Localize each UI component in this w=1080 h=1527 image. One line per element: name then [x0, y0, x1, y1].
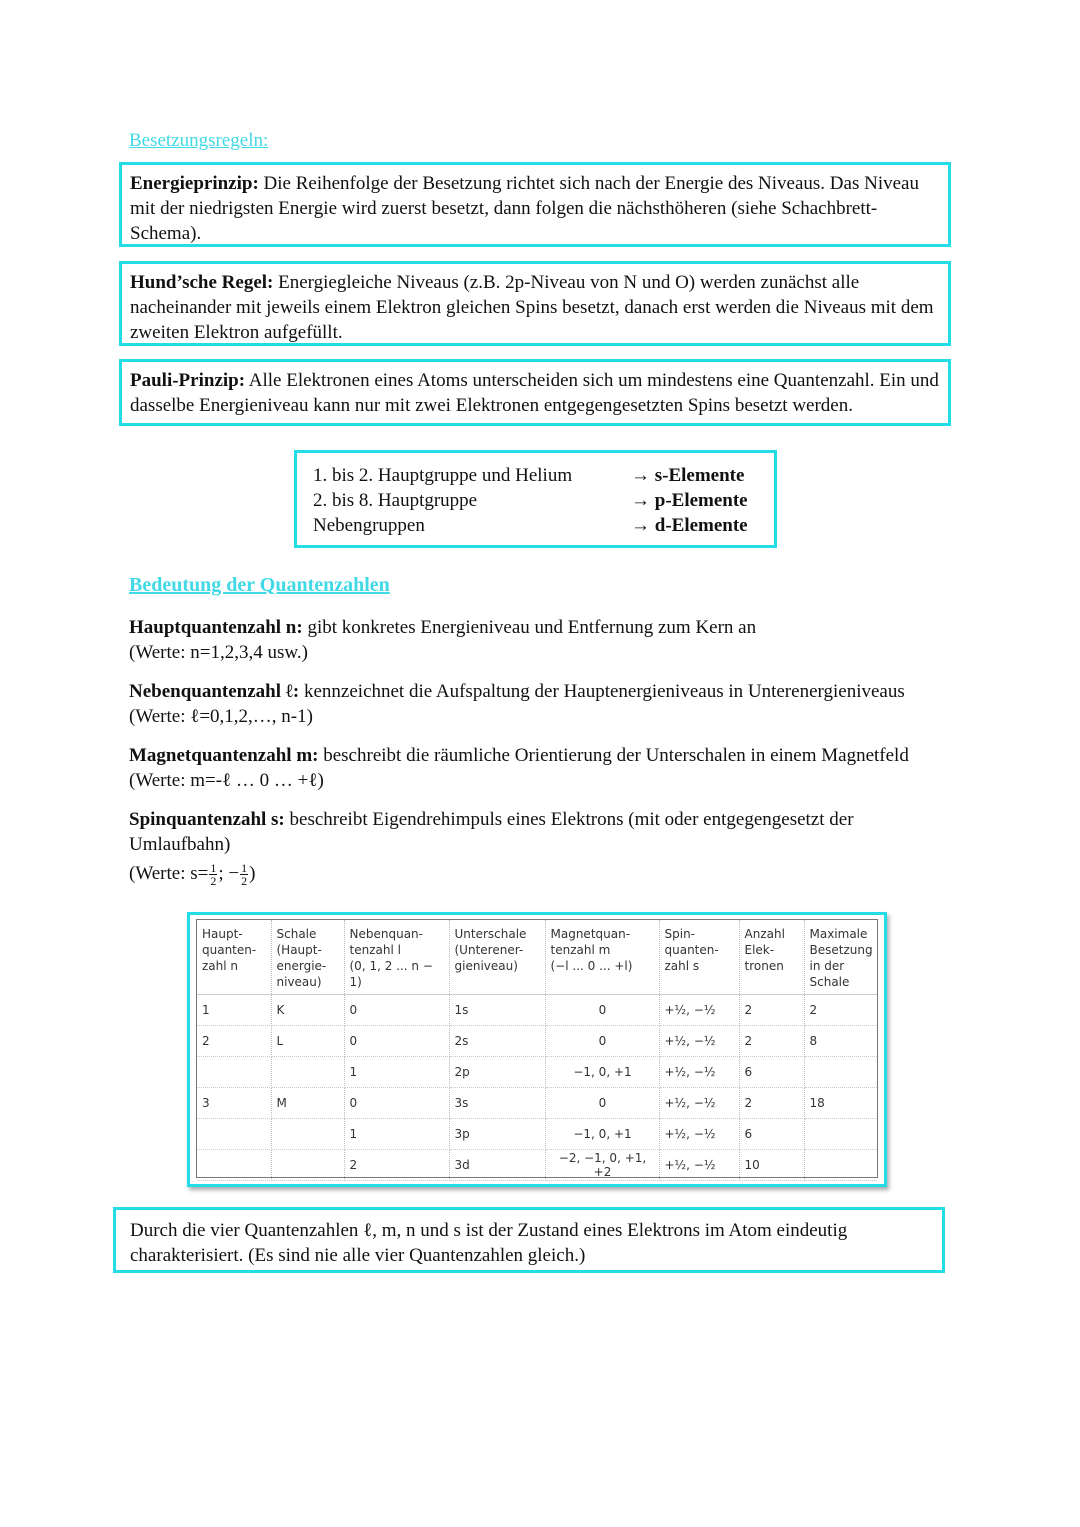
table-cell: 1s	[449, 995, 545, 1026]
table-cell	[197, 1150, 271, 1181]
table-header-cell: Unterschale (Unterener- gieniveau)	[449, 920, 545, 995]
table-cell: 2	[739, 1088, 804, 1119]
quantum-number-table	[187, 912, 887, 1187]
table-cell: +½, −½	[659, 1150, 739, 1181]
qn-values: (Werte: m=-ℓ … 0 … +ℓ)	[129, 770, 324, 791]
table-cell: +½, −½	[659, 1088, 739, 1119]
table-header-cell: Anzahl Elek- tronen	[739, 920, 804, 995]
qn-text: beschreibt Eigendrehimpuls eines Elektrons (mit oder entgegengesetzt der Umlaufbahn)	[129, 809, 854, 855]
rule-box-energieprinzip	[119, 162, 951, 247]
qn-text: beschreibt die räumliche Orientierung der Unterschalen in einem Magnetfeld	[318, 745, 909, 766]
qn-values: (Werte: s= $\frac{1}{2}$ ; − $\frac{1}{2}$ )	[129, 861, 256, 889]
table-cell	[804, 1150, 877, 1181]
table-cell: 2	[344, 1150, 449, 1181]
table-cell: 0	[344, 1026, 449, 1057]
table-cell	[197, 1057, 271, 1088]
group-label: Nebengruppen	[313, 515, 425, 536]
table-header-row	[197, 920, 877, 995]
table-cell: +½, −½	[659, 1119, 739, 1150]
table-cell	[271, 1119, 344, 1150]
group-label: 2. bis 8. Hauptgruppe	[313, 490, 478, 511]
table-cell: −1, 0, +1	[545, 1119, 659, 1150]
table-cell	[197, 1119, 271, 1150]
table-body	[197, 995, 877, 1181]
table-cell: +½, −½	[659, 1026, 739, 1057]
group-row	[313, 463, 774, 488]
group-block: → p-Elemente	[631, 490, 748, 511]
table-cell: −1, 0, +1	[545, 1057, 659, 1088]
table-cell: K	[271, 995, 344, 1026]
quantum-table	[197, 920, 877, 1181]
group-label: 1. bis 2. Hauptgruppe und Helium	[313, 465, 573, 486]
table-cell	[271, 1150, 344, 1181]
fraction-half: $\frac{1}{2}$	[210, 861, 217, 889]
table-cell: −2, −1, 0, +1, +2	[545, 1150, 659, 1181]
table-header-cell: Nebenquan- tenzahl l (0, 1, 2 ... n − 1)	[344, 920, 449, 995]
table-cell: 3p	[449, 1119, 545, 1150]
table-cell: 0	[344, 1088, 449, 1119]
table-cell: 18	[804, 1088, 877, 1119]
table-header-cell: Maximale Besetzung in der Schale	[804, 920, 877, 995]
table-row	[197, 995, 877, 1026]
qn-values-prefix: (Werte: s=	[129, 863, 209, 884]
table-row	[197, 1026, 877, 1057]
table-cell: 6	[739, 1119, 804, 1150]
table-cell: 2	[739, 1026, 804, 1057]
table-cell: 10	[739, 1150, 804, 1181]
rule-title: Energieprinzip:	[130, 173, 259, 194]
qn-text: gibt konkretes Energieniveau und Entfernung zum Kern an	[302, 617, 757, 638]
table-header-cell: Schale (Haupt- energie- niveau)	[271, 920, 344, 995]
group-block: → s-Elemente	[631, 465, 745, 486]
table-cell: 3s	[449, 1088, 545, 1119]
qn-values: (Werte: n=1,2,3,4 usw.)	[129, 642, 308, 663]
table-cell: 1	[197, 995, 271, 1026]
qn-title: Spinquantenzahl s:	[129, 809, 285, 830]
element-groups-box	[294, 450, 777, 548]
rule-text: Alle Elektronen eines Atoms unterscheiden sich um mindestens eine Quantenzahl. Ein und dasselbe Energieniveau kann nur mit zwei Elektronen entgegengesetzten Spins besetzt werden.	[130, 370, 939, 416]
table-cell: M	[271, 1088, 344, 1119]
table-cell: 0	[545, 995, 659, 1026]
table-cell	[804, 1119, 877, 1150]
table-cell	[271, 1057, 344, 1088]
qn-magnetquantenzahl	[129, 743, 959, 793]
table-header-cell: Spin- quanten- zahl s	[659, 920, 739, 995]
summary-text: Durch die vier Quantenzahlen ℓ, m, n und s ist der Zustand eines Elektrons im Atom eindeutig charakterisiert. (Es sind nie alle vier Quantenzahlen gleich.)	[130, 1220, 848, 1266]
table-cell: 3	[197, 1088, 271, 1119]
rule-text: Die Reihenfolge der Besetzung richtet sich nach der Energie des Niveaus. Das Niveau mit der niedrigsten Energie wird zuerst besetzt, dann folgen die nächsthöheren (siehe Schachbrett-Schema).	[130, 173, 919, 244]
table-row	[197, 1119, 877, 1150]
group-block: → d-Elemente	[631, 515, 748, 536]
qn-nebenquantenzahl	[129, 679, 959, 729]
table-cell: 2s	[449, 1026, 545, 1057]
table-row	[197, 1088, 877, 1119]
table-cell: 0	[344, 995, 449, 1026]
rule-box-pauli	[119, 359, 951, 426]
table-cell: 2p	[449, 1057, 545, 1088]
qn-values: (Werte: ℓ=0,1,2,…, n-1)	[129, 706, 313, 727]
table-cell: 2	[197, 1026, 271, 1057]
table-cell: L	[271, 1026, 344, 1057]
table-cell: +½, −½	[659, 995, 739, 1026]
group-row	[313, 513, 774, 538]
table-header-cell: Haupt- quanten- zahl n	[197, 920, 271, 995]
qn-title: Nebenquantenzahl ℓ:	[129, 681, 300, 702]
table-cell: 8	[804, 1026, 877, 1057]
table-cell: 2	[804, 995, 877, 1026]
table-row	[197, 1057, 877, 1088]
rule-title: Pauli-Prinzip:	[130, 370, 246, 391]
qn-title: Hauptquantenzahl n:	[129, 617, 303, 638]
qn-title: Magnetquantenzahl m:	[129, 745, 319, 766]
table-cell: 2	[739, 995, 804, 1026]
rule-text: Energiegleiche Niveaus (z.B. 2p-Niveau von N und O) werden zunächst alle nacheinander mit jeweils einem Elektron gleichen Spins besetzt, danach erst werden die Niveaus mit dem zweiten Elektron aufgefüllt.	[130, 272, 934, 343]
qn-spinquantenzahl	[129, 807, 909, 887]
rule-box-hund	[119, 261, 951, 346]
table-row	[197, 1150, 877, 1181]
qn-values-suffix: )	[249, 863, 256, 884]
table-cell: 0	[545, 1026, 659, 1057]
summary-box	[113, 1207, 945, 1273]
qn-hauptquantenzahl	[129, 615, 959, 665]
rules-heading: Besetzungsregeln:	[129, 130, 269, 151]
table-cell: 0	[545, 1088, 659, 1119]
fraction-half: $\frac{1}{2}$	[241, 861, 248, 889]
rule-title: Hund’sche Regel:	[130, 272, 274, 293]
table-header-cell: Magnetquan- tenzahl m (−l ... 0 ... +l)	[545, 920, 659, 995]
quantum-numbers-heading: Bedeutung der Quantenzahlen	[129, 574, 390, 596]
table-cell: +½, −½	[659, 1057, 739, 1088]
table-cell: 1	[344, 1057, 449, 1088]
group-row	[313, 488, 774, 513]
qn-text: kennzeichnet die Aufspaltung der Hauptenergieniveaus in Unterenergieniveaus	[299, 681, 905, 702]
table-cell	[804, 1057, 877, 1088]
table-cell: 6	[739, 1057, 804, 1088]
table-cell: 3d	[449, 1150, 545, 1181]
table-cell: 1	[344, 1119, 449, 1150]
